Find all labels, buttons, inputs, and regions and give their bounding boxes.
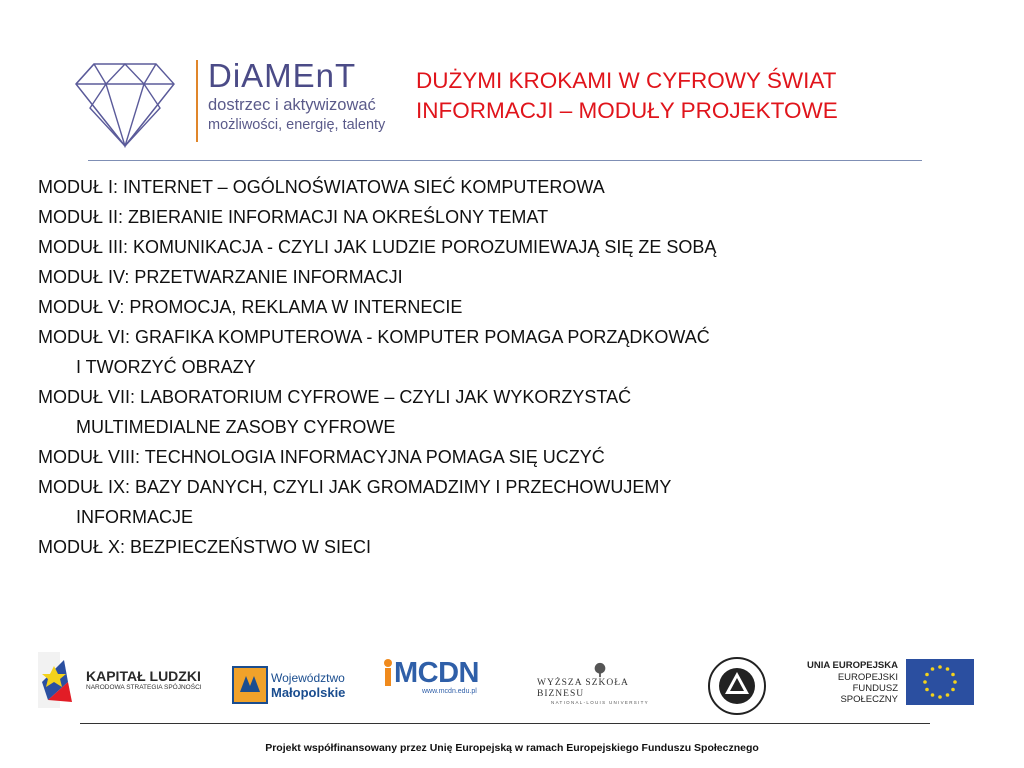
eu-line2: EUROPEJSKI: [837, 671, 898, 683]
kapital-ludzki-name: KAPITAŁ LUDZKI: [86, 668, 201, 684]
module-item-text: MODUŁ IV: PRZETWARZANIE INFORMACJI: [38, 267, 403, 287]
eu-line3: FUNDUSZ SPOŁECZNY: [840, 682, 898, 705]
mcdn-url: www.mcdn.edu.pl: [422, 688, 477, 695]
footer-divider: [80, 723, 930, 724]
module-item: [38, 472, 998, 532]
module-item-text: MODUŁ II: ZBIERANIE INFORMACJI NA OKREŚLONY TEMAT: [38, 207, 549, 227]
national-louis-university-seal-icon: [702, 656, 772, 716]
brand-name: DiAMEnT: [208, 57, 357, 94]
module-item-continuation: I TWORZYĆ OBRAZY: [76, 357, 256, 377]
slide-title-line2: INFORMACJI – MODUŁY PROJEKTOWE: [416, 98, 838, 123]
module-item-text: MODUŁ V: PROMOCJA, REKLAMA W INTERNECIE: [38, 297, 463, 317]
module-item: [38, 202, 998, 232]
module-item: [38, 322, 998, 382]
module-item-text: MODUŁ VI: GRAFIKA KOMPUTEROWA - KOMPUTER POMAGA PORZĄDKOWAĆ: [38, 327, 710, 347]
kapital-ludzki-emblem-icon: [38, 652, 82, 708]
brand-tagline-line1: dostrzec i aktywizować: [208, 96, 376, 114]
wsb-subtitle: NATIONAL-LOUIS UNIVERSITY: [551, 700, 649, 705]
wsb-tree-icon: [591, 662, 609, 678]
footer-text: Projekt współfinansowany przez Unię Europejską w ramach Europejskiego Funduszu Społecznego: [265, 742, 759, 754]
wsb-logo: [537, 662, 663, 706]
malopolska-line1: Województwo: [271, 670, 345, 685]
module-list: [38, 172, 998, 562]
module-item: [38, 232, 998, 262]
eu-line1: UNIA EUROPEJSKA: [807, 659, 898, 671]
module-item-text: MODUŁ I: INTERNET – OGÓLNOŚWIATOWA SIEĆ KOMPUTEROWA: [38, 177, 605, 197]
malopolska-line2: Małopolskie: [271, 684, 346, 700]
module-item: [38, 532, 998, 562]
slide-title: [416, 66, 976, 126]
module-item: [38, 292, 998, 322]
slide-title-line1: DUŻYMI KROKAMI W CYFROWY ŚWIAT: [416, 68, 837, 93]
title-divider: [88, 160, 922, 161]
wsb-name: WYŻSZA SZKOŁA BIZNESU: [537, 678, 629, 699]
brand-divider: [196, 60, 198, 142]
module-item-continuation: INFORMACJE: [76, 507, 193, 527]
mcdn-figure-icon: [382, 658, 394, 688]
kapital-ludzki-logo: [38, 650, 218, 710]
module-item: [38, 442, 998, 472]
module-item-continuation: MULTIMEDIALNE ZASOBY CYFROWE: [76, 417, 396, 437]
module-item-text: MODUŁ III: KOMUNIKACJA - CZYLI JAK LUDZIE POROZUMIEWAJĄ SIĘ ZE SOBĄ: [38, 237, 717, 257]
malopolska-logo: [232, 664, 356, 706]
module-item-text: MODUŁ VIII: TECHNOLOGIA INFORMACYJNA POMAGA SIĘ UCZYĆ: [38, 447, 605, 467]
module-item: [38, 172, 998, 202]
module-item: [38, 262, 998, 292]
mcdn-name: MCDN: [394, 657, 479, 689]
malopolska-emblem-icon: [232, 666, 268, 704]
mcdn-logo: [382, 658, 490, 708]
diament-diamond-logo-icon: [72, 58, 178, 148]
kapital-ludzki-subtitle: NARODOWA STRATEGIA SPÓJNOŚCI: [86, 684, 202, 691]
module-item-text: MODUŁ X: BEZPIECZEŃSTWO W SIECI: [38, 537, 372, 557]
module-item-text: MODUŁ VII: LABORATORIUM CYFROWE – CZYLI JAK WYKORZYSTAĆ: [38, 387, 632, 407]
module-item: [38, 382, 998, 442]
brand-tagline-line2: możliwości, energię, talenty: [208, 117, 386, 133]
eu-logo: [796, 658, 974, 706]
eu-flag-icon: [906, 659, 974, 705]
module-item-text: MODUŁ IX: BAZY DANYCH, CZYLI JAK GROMADZIMY I PRZECHOWUJEMY: [38, 477, 672, 497]
